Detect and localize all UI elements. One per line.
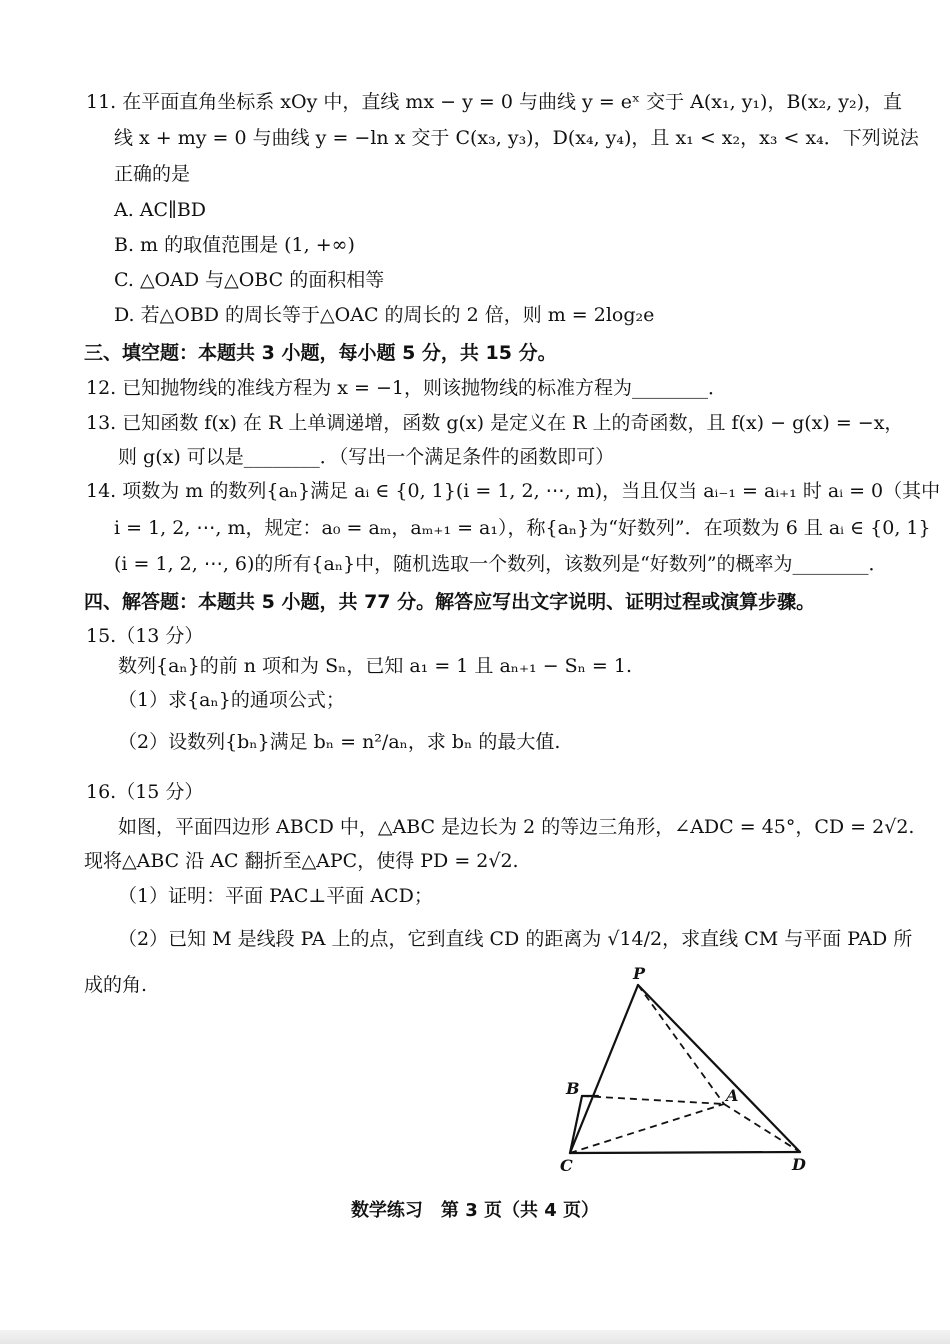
pyramid-figure (548, 958, 828, 1178)
q11-text1: 在平面直角坐标系 xOy 中，直线 mx − y = 0 与曲线 y = eˣ 交于 A(x₁, y₁)，B(x₂, y₂)，直 (122, 91, 903, 113)
label-p: P (633, 964, 646, 983)
q15-part2: （2）设数列{bₙ}满足 bₙ = n²/aₙ，求 bₙ 的最大值. (118, 731, 561, 753)
q13-line1: 13. 已知函数 f(x) 在 R 上单调递增，函数 g(x) 是定义在 R 上的奇函数，且 f(x) − g(x) = −x， (86, 412, 904, 434)
q16-part1: （1）证明：平面 PAC⊥平面 ACD； (118, 885, 433, 907)
q11-option-d: D. 若△OBD 的周长等于△OAC 的周长的 2 倍，则 m = 2log₂e (114, 304, 655, 326)
edge-ca-dashed (570, 1104, 724, 1153)
q15-header: 15.（13 分） (86, 625, 204, 647)
edge-ba-dashed (582, 1096, 724, 1104)
page-footer: 数学练习 第 3 页（共 4 页） (350, 1200, 600, 1221)
q15-line1: 数列{aₙ}的前 n 项和为 Sₙ，已知 a₁ = 1 且 aₙ₊₁ − Sₙ = 1. (118, 655, 633, 677)
q15-part1: （1）求{aₙ}的通项公式； (118, 689, 345, 711)
q11-number: 11. (86, 91, 117, 113)
q16-header: 16.（15 分） (86, 781, 204, 803)
q11-line3: 正确的是 (114, 163, 191, 185)
section-3-heading: 三、填空题：本题共 3 小题，每小题 5 分，共 15 分。 (84, 342, 557, 364)
label-c: C (560, 1156, 573, 1175)
label-d: D (792, 1155, 806, 1174)
q16-line1: 如图，平面四边形 ABCD 中，△ABC 是边长为 2 的等边三角形，∠ADC = 45°，CD = 2√2. (118, 816, 915, 838)
label-b: B (566, 1079, 580, 1098)
q14-line2: i = 1, 2, ⋯, m，规定：a₀ = aₘ，aₘ₊₁ = a₁），称{aₙ}为“好数列”．在项数为 6 且 aᵢ ∈ {0, 1} (114, 517, 931, 539)
q14-line3: (i = 1, 2, ⋯, 6)的所有{aₙ}中，随机选取一个数列，该数列是“好数列”的概率为________． (114, 553, 888, 575)
edge-cd (570, 1152, 800, 1153)
q11-line1 (86, 90, 902, 114)
q11-option-c: C. △OAD 与△OBC 的面积相等 (114, 269, 385, 291)
section-4-heading: 四、解答题：本题共 5 小题，共 77 分。解答应写出文字说明、证明过程或演算步骤。 (84, 591, 816, 613)
edge-pc (570, 985, 638, 1153)
q11-line2: 线 x + my = 0 与曲线 y = −ln x 交于 C(x₃, y₃)，D(x₄, y₄)，且 x₁ < x₂，x₃ < x₄．下列说法 (114, 127, 919, 149)
q14-line1: 14. 项数为 m 的数列{aₙ}满足 aᵢ ∈ {0, 1}(i = 1, 2, ⋯, m)，当且仅当 aᵢ₋₁ = aᵢ₊₁ 时 aᵢ = 0（其中 (86, 480, 941, 502)
q16-part2: （2）已知 M 是线段 PA 上的点，它到直线 CD 的距离为 √14/2，求直线 CM 与平面 PAD 所 (118, 928, 913, 950)
q16-line2: 现将△ABC 沿 AC 翻折至△APC，使得 PD = 2√2. (84, 850, 519, 872)
label-a: A (726, 1086, 739, 1105)
q11-option-b: B. m 的取值范围是 (1, +∞) (114, 234, 355, 256)
q11-option-a: A. AC∥BD (114, 199, 207, 221)
q12-line: 12. 已知抛物线的准线方程为 x = −1，则该抛物线的标准方程为________． (86, 377, 728, 399)
scan-bottom-edge (0, 1330, 950, 1344)
edge-pa-dashed (638, 985, 724, 1104)
edge-bc (570, 1096, 582, 1153)
edge-ad-dashed (724, 1104, 800, 1152)
q16-part2-continued: 成的角. (84, 974, 148, 996)
edge-pd (638, 985, 800, 1152)
q13-line2: 则 g(x) 可以是________．（写出一个满足条件的函数即可） (118, 446, 615, 468)
